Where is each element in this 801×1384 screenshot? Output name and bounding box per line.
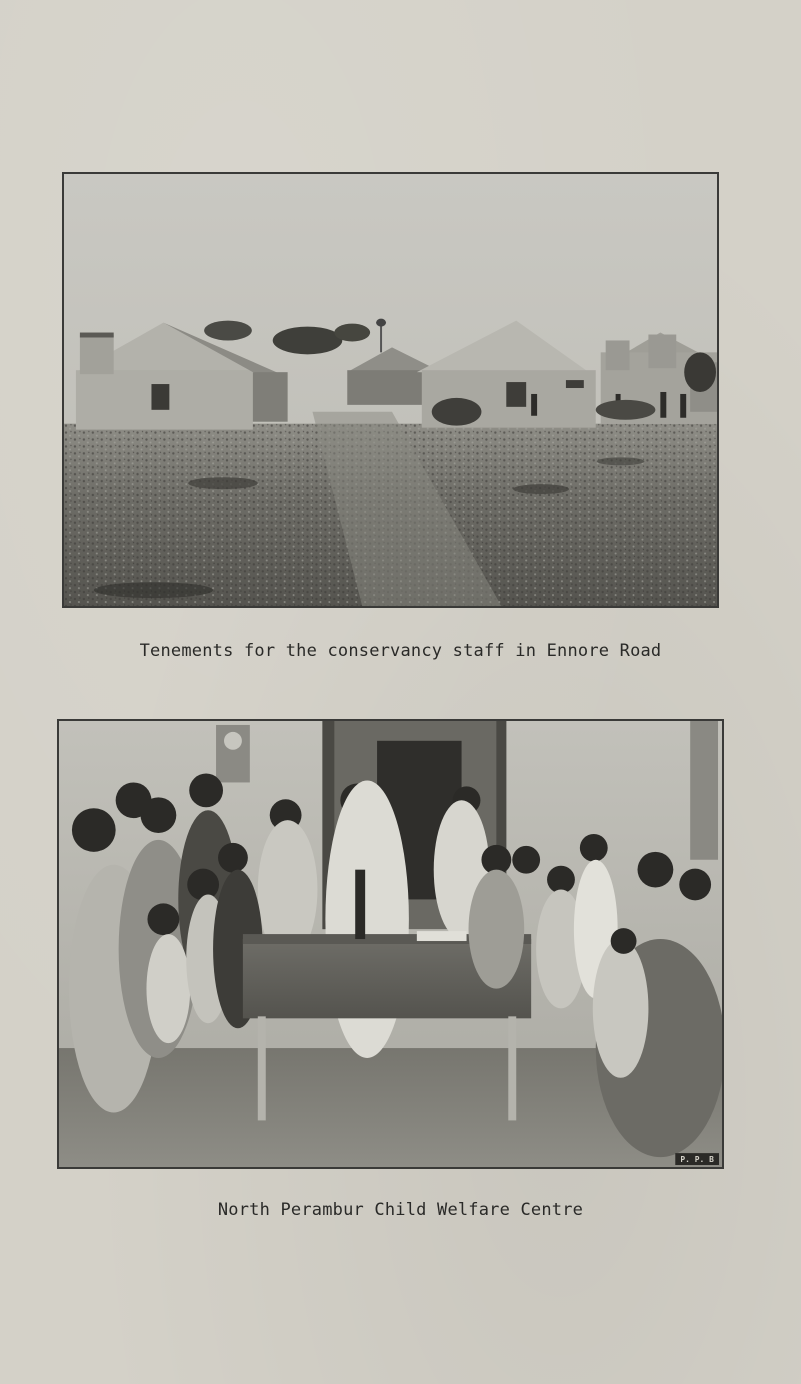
child-welfare-caption: North Perambur Child Welfare Centre <box>217 1200 584 1220</box>
tenements-photo <box>62 172 719 608</box>
photo-stamp: P. P. B <box>680 1155 714 1165</box>
child-welfare-centre-photo <box>57 719 724 1169</box>
child-welfare-centre-image <box>59 721 722 1167</box>
tenements-photo-image <box>64 174 717 606</box>
tenements-caption: Tenements for the conservancy staff in Ennore Road <box>139 641 662 661</box>
